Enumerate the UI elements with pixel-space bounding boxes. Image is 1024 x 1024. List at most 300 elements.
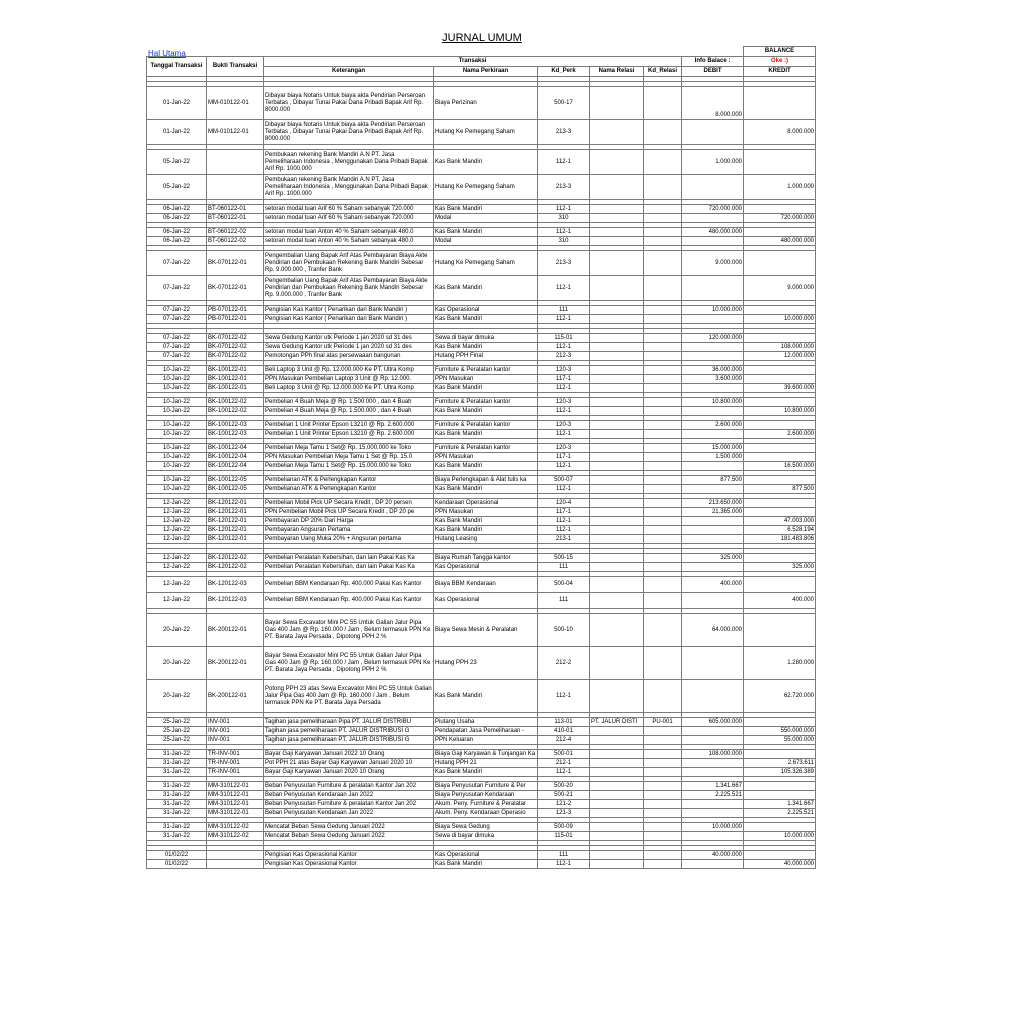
- cell-kredit: 9.000.000: [744, 276, 816, 301]
- cell-relasi: [590, 526, 644, 535]
- cell-keterangan: Bayar Gaji Karyawan Januari 2022 10 Orang: [264, 750, 434, 759]
- cell-date: 10-Jan-22: [147, 453, 207, 462]
- table-row: [147, 832, 816, 841]
- cell-keterangan: Pembayaran Uang Muka 20% + Angsuran pertama: [264, 535, 434, 544]
- table-row: [147, 759, 816, 768]
- cell-date: 10-Jan-22: [147, 444, 207, 453]
- cell-kd-perk: 310: [538, 237, 590, 246]
- cell-relasi: [590, 823, 644, 832]
- cell-debit: 325.000: [682, 554, 744, 563]
- cell-date: 01-Jan-22: [147, 87, 207, 120]
- cell-bukti: BK-100122-02: [207, 407, 264, 416]
- cell-debit: [682, 526, 744, 535]
- header-bukti: Bukti Transaksi: [207, 57, 264, 77]
- cell-keterangan: Dibayar biaya Notaris Untuk biaya akta Pendirian Perseroan Terbatas , Dibayar Tunai Pakai Dana Pribadi Bapak Arif Rp. 8000.000: [264, 87, 434, 120]
- cell-bukti: [207, 860, 264, 869]
- cell-kredit: [744, 718, 816, 727]
- cell-relasi: [590, 485, 644, 494]
- cell-kd-relasi: [644, 276, 682, 301]
- cell-kd-relasi: [644, 517, 682, 526]
- cell-kd-perk: 120-3: [538, 444, 590, 453]
- cell-perkiraan: Hutang PPH 21: [434, 759, 538, 768]
- cell-keterangan: Beban Penyusutan Kendaraan Jan 2022: [264, 809, 434, 818]
- cell-debit: [682, 593, 744, 609]
- cell-bukti: MM-310122-02: [207, 832, 264, 841]
- cell-date: 25-Jan-22: [147, 736, 207, 745]
- cell-kd-relasi: [644, 366, 682, 375]
- cell-debit: [682, 343, 744, 352]
- table-row: [147, 87, 816, 120]
- cell-kredit: 2.673.611: [744, 759, 816, 768]
- cell-kd-relasi: [644, 614, 682, 647]
- cell-bukti: BK-100122-01: [207, 384, 264, 393]
- cell-kd-relasi: [644, 563, 682, 572]
- cell-perkiraan: PPN Keluaran: [434, 736, 538, 745]
- cell-kredit: [744, 791, 816, 800]
- header-keterangan: Keterangan: [264, 67, 434, 77]
- cell-debit: 64.000.000: [682, 614, 744, 647]
- cell-bukti: MM-310122-01: [207, 782, 264, 791]
- cell-bukti: BT-060122-01: [207, 214, 264, 223]
- cell-kd-perk: 111: [538, 306, 590, 315]
- table-row: [147, 150, 816, 175]
- table-row: [147, 228, 816, 237]
- cell-kredit: 2.600.000: [744, 430, 816, 439]
- cell-kredit: 1.000.000: [744, 175, 816, 200]
- table-row: [147, 214, 816, 223]
- cell-relasi: [590, 791, 644, 800]
- cell-kd-relasi: [644, 315, 682, 324]
- cell-kredit: 550.000.000: [744, 727, 816, 736]
- cell-kd-relasi: [644, 306, 682, 315]
- cell-date: 12-Jan-22: [147, 577, 207, 593]
- cell-relasi: [590, 251, 644, 276]
- cell-keterangan: Tagihan jasa pemeliharaan PT. JALUR DISTRIBUSI G: [264, 727, 434, 736]
- cell-relasi: [590, 563, 644, 572]
- cell-perkiraan: Kas Bank Mandiri: [434, 205, 538, 214]
- cell-kd-relasi: [644, 800, 682, 809]
- cell-keterangan: Pembelian 1 Unit Printer Epson L3210 @ Rp. 2.600.000: [264, 421, 434, 430]
- table-row: [147, 334, 816, 343]
- cell-kd-relasi: [644, 727, 682, 736]
- cell-kd-perk: 500-10: [538, 614, 590, 647]
- cell-relasi: [590, 499, 644, 508]
- cell-kredit: [744, 306, 816, 315]
- cell-relasi: PT. JALUR DISTI: [590, 718, 644, 727]
- cell-bukti: BK-070122-01: [207, 251, 264, 276]
- cell-date: 31-Jan-22: [147, 768, 207, 777]
- cell-perkiraan: Hutang Leasing: [434, 535, 538, 544]
- cell-bukti: BK-120122-02: [207, 563, 264, 572]
- cell-kd-relasi: [644, 343, 682, 352]
- cell-kd-relasi: [644, 791, 682, 800]
- cell-date: 25-Jan-22: [147, 718, 207, 727]
- table-row: [147, 614, 816, 647]
- cell-keterangan: Pembelian BBM Kendaraan Rp. 400.000 Pakai Kas Kantor: [264, 593, 434, 609]
- cell-perkiraan: Kas Bank Mandiri: [434, 228, 538, 237]
- info-balance-label: Info Balace :: [682, 57, 744, 67]
- cell-debit: [682, 175, 744, 200]
- cell-kredit: [744, 205, 816, 214]
- table-row: [147, 421, 816, 430]
- table-row: [147, 563, 816, 572]
- table-row: [147, 577, 816, 593]
- cell-debit: [682, 727, 744, 736]
- table-row: [147, 430, 816, 439]
- cell-kd-perk: 213-1: [538, 535, 590, 544]
- cell-relasi: [590, 237, 644, 246]
- table-row: [147, 120, 816, 145]
- cell-kredit: [744, 421, 816, 430]
- cell-debit: 10.000.000: [682, 823, 744, 832]
- cell-kd-relasi: [644, 384, 682, 393]
- info-balance-value: Oke :): [744, 57, 816, 67]
- cell-keterangan: Pembelian BBM Kendaraan Rp. 400.000 Pakai Kas Kantor: [264, 577, 434, 593]
- cell-kd-relasi: [644, 462, 682, 471]
- cell-kd-relasi: [644, 375, 682, 384]
- cell-relasi: [590, 593, 644, 609]
- cell-date: 10-Jan-22: [147, 476, 207, 485]
- cell-bukti: BT-060122-02: [207, 228, 264, 237]
- cell-bukti: MM-310122-02: [207, 823, 264, 832]
- cell-bukti: MM-010122-01: [207, 87, 264, 120]
- table-row: [147, 727, 816, 736]
- cell-kd-relasi: [644, 485, 682, 494]
- cell-keterangan: Pengisian Kas Operasional Kantor: [264, 851, 434, 860]
- cell-kredit: [744, 251, 816, 276]
- cell-date: 07-Jan-22: [147, 343, 207, 352]
- cell-kd-perk: 115-01: [538, 832, 590, 841]
- cell-kd-relasi: [644, 577, 682, 593]
- table-row: [147, 736, 816, 745]
- cell-perkiraan: Kas Operasional: [434, 851, 538, 860]
- cell-kd-perk: 112-1: [538, 228, 590, 237]
- cell-date: 31-Jan-22: [147, 800, 207, 809]
- cell-date: 07-Jan-22: [147, 352, 207, 361]
- page-title: JURNAL UMUM: [442, 32, 522, 44]
- cell-relasi: [590, 421, 644, 430]
- cell-keterangan: Dibayar biaya Notaris Untuk biaya akta Pendirian Perseroan Terbatas , Dibayar Tunai Pakai Dana Pribadi Bapak Arif Rp. 8000.000: [264, 120, 434, 145]
- cell-date: 31-Jan-22: [147, 823, 207, 832]
- cell-bukti: BT-060122-01: [207, 205, 264, 214]
- cell-bukti: BT-060122-02: [207, 237, 264, 246]
- cell-bukti: BK-120122-01: [207, 508, 264, 517]
- cell-perkiraan: Kas Bank Mandiri: [434, 768, 538, 777]
- cell-date: 07-Jan-22: [147, 334, 207, 343]
- cell-perkiraan: Furniture & Peralatan kantor: [434, 444, 538, 453]
- cell-bukti: BK-100122-05: [207, 485, 264, 494]
- cell-relasi: [590, 680, 644, 713]
- cell-kredit: [744, 334, 816, 343]
- cell-date: 05-Jan-22: [147, 150, 207, 175]
- cell-kredit: [744, 851, 816, 860]
- cell-date: 25-Jan-22: [147, 727, 207, 736]
- cell-keterangan: Pengisian Kas Operasional Kantor: [264, 860, 434, 869]
- cell-keterangan: Pembelian 1 Unit Printer Epson L3210 @ Rp. 2.600.000: [264, 430, 434, 439]
- cell-perkiraan: Kas Bank Mandiri: [434, 526, 538, 535]
- table-row: [147, 343, 816, 352]
- cell-bukti: BK-100122-03: [207, 421, 264, 430]
- cell-relasi: [590, 554, 644, 563]
- cell-keterangan: Pembelianan ATK & Perlengkapan Kantor: [264, 485, 434, 494]
- cell-date: 20-Jan-22: [147, 614, 207, 647]
- cell-kredit: [744, 444, 816, 453]
- cell-date: 01/02/22: [147, 860, 207, 869]
- cell-debit: [682, 517, 744, 526]
- cell-bukti: [207, 851, 264, 860]
- cell-bukti: TR-INV-001: [207, 750, 264, 759]
- cell-date: 31-Jan-22: [147, 809, 207, 818]
- cell-bukti: [207, 175, 264, 200]
- header-relasi: Nama Relasi: [590, 67, 644, 77]
- journal-table: [146, 46, 816, 869]
- cell-keterangan: Pembayaran DP 20% Dari Harga: [264, 517, 434, 526]
- cell-kd-relasi: [644, 444, 682, 453]
- table-row: [147, 517, 816, 526]
- cell-keterangan: Pembukaan rekening Bank Mandiri A.N PT. Jasa Pemeliharaan Indonesia , Menggunakan Dana Pribadi Bapak Arif Rp. 1000.000: [264, 175, 434, 200]
- cell-keterangan: PPN Pembelian Mobil Pick UP Secara Kredit , DP 20 pe: [264, 508, 434, 517]
- cell-kd-relasi: [644, 453, 682, 462]
- cell-kd-perk: 500-04: [538, 577, 590, 593]
- cell-date: 07-Jan-22: [147, 251, 207, 276]
- cell-kd-perk: 112-1: [538, 315, 590, 324]
- cell-bukti: INV-001: [207, 736, 264, 745]
- cell-keterangan: Sewa Gedung Kantor utk Periode 1 jan 2020 sd 31 des: [264, 343, 434, 352]
- cell-relasi: [590, 87, 644, 120]
- cell-date: 10-Jan-22: [147, 462, 207, 471]
- cell-date: 12-Jan-22: [147, 554, 207, 563]
- cell-kd-relasi: [644, 398, 682, 407]
- cell-perkiraan: Kas Bank Mandiri: [434, 343, 538, 352]
- cell-debit: 15.000.000: [682, 444, 744, 453]
- cell-keterangan: setoran modal tuan Anton 40 % Saham sebanyak 480.0: [264, 228, 434, 237]
- cell-relasi: [590, 614, 644, 647]
- cell-relasi: [590, 384, 644, 393]
- cell-kredit: [744, 750, 816, 759]
- cell-kredit: 181.483.806: [744, 535, 816, 544]
- cell-kredit: 108.000.000: [744, 343, 816, 352]
- cell-perkiraan: Kas Bank Mandiri: [434, 407, 538, 416]
- cell-date: 12-Jan-22: [147, 499, 207, 508]
- cell-relasi: [590, 750, 644, 759]
- cell-bukti: BK-120122-03: [207, 593, 264, 609]
- cell-relasi: [590, 535, 644, 544]
- cell-kredit: [744, 366, 816, 375]
- cell-debit: [682, 647, 744, 680]
- cell-perkiraan: Hutang Ke Pemegang Saham: [434, 120, 538, 145]
- cell-kredit: 55.000.000: [744, 736, 816, 745]
- table-row: [147, 352, 816, 361]
- cell-keterangan: Bayar Sewa Excavator Mini PC 55 Untuk Galian Jalur Pipa Gas 400 Jam @ Rp. 160.000 / Jam , Belum termasuk PPN Ke PT. Barata Jaya Persada , Dipotong PPH 2 %: [264, 647, 434, 680]
- cell-date: 06-Jan-22: [147, 205, 207, 214]
- cell-kd-perk: 112-1: [538, 485, 590, 494]
- cell-date: 10-Jan-22: [147, 407, 207, 416]
- table-row: [147, 384, 816, 393]
- cell-perkiraan: Biaya Perlengkapan & Alat tulis ka: [434, 476, 538, 485]
- cell-kd-perk: 117-1: [538, 508, 590, 517]
- table-row: [147, 306, 816, 315]
- cell-bukti: BK-070122-02: [207, 343, 264, 352]
- table-row: [147, 453, 816, 462]
- cell-relasi: [590, 398, 644, 407]
- cell-relasi: [590, 430, 644, 439]
- cell-date: 01-Jan-22: [147, 120, 207, 145]
- cell-keterangan: Bayar Gaji Karyawan Januari 2020 10 Orang: [264, 768, 434, 777]
- cell-date: 10-Jan-22: [147, 421, 207, 430]
- table-row: [147, 276, 816, 301]
- cell-date: 06-Jan-22: [147, 237, 207, 246]
- cell-kd-relasi: [644, 593, 682, 609]
- cell-perkiraan: PPN Masukan: [434, 375, 538, 384]
- cell-bukti: BK-100122-04: [207, 444, 264, 453]
- cell-kredit: 12.000.000: [744, 352, 816, 361]
- cell-kd-perk: 112-1: [538, 462, 590, 471]
- cell-date: 10-Jan-22: [147, 485, 207, 494]
- header-tanggal: Tanggal Transaksi: [147, 57, 207, 77]
- table-row: [147, 485, 816, 494]
- cell-relasi: [590, 453, 644, 462]
- cell-perkiraan: Akum. Peny. Furniture & Peralatar: [434, 800, 538, 809]
- table-row: [147, 499, 816, 508]
- cell-keterangan: Pembukaan rekening Bank Mandiri A.N PT. Jasa Pemeliharaan Indonesia , Menggunakan Dana Pribadi Bapak Arif Rp. 1000.000: [264, 150, 434, 175]
- cell-debit: 1.000.000: [682, 150, 744, 175]
- cell-date: 10-Jan-22: [147, 430, 207, 439]
- cell-kd-perk: 213-3: [538, 120, 590, 145]
- table-row: [147, 535, 816, 544]
- cell-kd-relasi: [644, 768, 682, 777]
- cell-kredit: 1.280.000: [744, 647, 816, 680]
- cell-kd-perk: 115-01: [538, 334, 590, 343]
- cell-relasi: [590, 577, 644, 593]
- cell-debit: 480.000.000: [682, 228, 744, 237]
- cell-kredit: 10.000.000: [744, 315, 816, 324]
- cell-debit: 108.000.000: [682, 750, 744, 759]
- cell-debit: [682, 237, 744, 246]
- cell-bukti: MM-310122-01: [207, 791, 264, 800]
- cell-relasi: [590, 782, 644, 791]
- cell-keterangan: setoran modal tuan Anton 40 % Saham sebanyak 480.0: [264, 237, 434, 246]
- cell-relasi: [590, 768, 644, 777]
- cell-perkiraan: Kas Bank Mandiri: [434, 860, 538, 869]
- cell-keterangan: PPN Masukan Pembelian Laptop 3 Unit @ Rp. 12.000.: [264, 375, 434, 384]
- cell-keterangan: Pembelian Meja Tamu 1 Set@ Rp. 15.000.000 ke Toko: [264, 462, 434, 471]
- cell-perkiraan: Hutang PPH 23: [434, 647, 538, 680]
- cell-debit: [682, 462, 744, 471]
- cell-debit: 36.000.000: [682, 366, 744, 375]
- cell-keterangan: Pengembalian Uang Bapak Arif Atas Pembayaran Biaya Akte Pendirian dan Pembukaan Rekening Bank Mandiri Sebesar Rp. 9.000.000 , Tranfer Bank: [264, 251, 434, 276]
- table-row: [147, 750, 816, 759]
- cell-debit: 2.600.000: [682, 421, 744, 430]
- cell-keterangan: Pembelianan ATK & Perlengkapan Kantor: [264, 476, 434, 485]
- cell-kredit: 1.341.667: [744, 800, 816, 809]
- header-kd-relasi: Kd_Relasi: [644, 67, 682, 77]
- table-row: [147, 782, 816, 791]
- cell-kredit: [744, 150, 816, 175]
- cell-bukti: TR-INV-001: [207, 759, 264, 768]
- cell-kd-perk: 112-1: [538, 150, 590, 175]
- header-kd-perk: Kd_Perk: [538, 67, 590, 77]
- cell-kd-perk: 112-1: [538, 384, 590, 393]
- cell-perkiraan: Biaya Rumah Tangga kantor: [434, 554, 538, 563]
- cell-kredit: 16.500.000: [744, 462, 816, 471]
- cell-perkiraan: PPN Masukan: [434, 453, 538, 462]
- cell-bukti: BK-100122-02: [207, 398, 264, 407]
- cell-kd-perk: 120-3: [538, 421, 590, 430]
- cell-relasi: [590, 150, 644, 175]
- cell-kd-relasi: PU-001: [644, 718, 682, 727]
- cell-kd-relasi: [644, 175, 682, 200]
- cell-kredit: 6.528.194: [744, 526, 816, 535]
- cell-keterangan: Pengisian Kas Kantor ( Penarikan dari Bank Mandiri ): [264, 315, 434, 324]
- cell-kd-perk: 310: [538, 214, 590, 223]
- cell-kd-relasi: [644, 228, 682, 237]
- cell-keterangan: Pembelian 4 Buah Meja @ Rp. 1.500.000 , dan 4 Buah: [264, 398, 434, 407]
- cell-debit: [682, 407, 744, 416]
- cell-keterangan: Beban Penyusutan Kendaraan Jan 2022: [264, 791, 434, 800]
- cell-relasi: [590, 276, 644, 301]
- cell-kd-perk: 111: [538, 593, 590, 609]
- table-row: [147, 554, 816, 563]
- home-link[interactable]: Hal Utama: [148, 49, 186, 58]
- cell-date: 12-Jan-22: [147, 517, 207, 526]
- cell-date: 12-Jan-22: [147, 593, 207, 609]
- cell-kredit: [744, 499, 816, 508]
- header-kredit: KREDIT: [744, 67, 816, 77]
- cell-kd-perk: 500-21: [538, 791, 590, 800]
- cell-debit: [682, 768, 744, 777]
- cell-keterangan: Mencatat Beban Sewa Gedung Januari 2022: [264, 832, 434, 841]
- cell-kd-relasi: [644, 680, 682, 713]
- table-row: [147, 366, 816, 375]
- table-row: [147, 315, 816, 324]
- cell-relasi: [590, 476, 644, 485]
- cell-relasi: [590, 462, 644, 471]
- cell-relasi: [590, 851, 644, 860]
- cell-bukti: INV-001: [207, 727, 264, 736]
- cell-perkiraan: Sewa di bayar dimuka: [434, 334, 538, 343]
- cell-kd-perk: 112-1: [538, 680, 590, 713]
- table-row: [147, 462, 816, 471]
- header-debit: DEBIT: [682, 67, 744, 77]
- cell-bukti: BK-070122-02: [207, 352, 264, 361]
- cell-kd-perk: 213-3: [538, 175, 590, 200]
- cell-keterangan: Pembelian Peralatan Kebersihan, dan lain Pakai Kas Ka: [264, 554, 434, 563]
- table-row: [147, 398, 816, 407]
- cell-kredit: [744, 782, 816, 791]
- cell-perkiraan: Kas Bank Mandiri: [434, 315, 538, 324]
- cell-perkiraan: Furniture & Peralatan kantor: [434, 366, 538, 375]
- cell-date: 07-Jan-22: [147, 276, 207, 301]
- cell-perkiraan: Biaya Perizinan: [434, 87, 538, 120]
- cell-date: 12-Jan-22: [147, 526, 207, 535]
- cell-relasi: [590, 727, 644, 736]
- cell-debit: [682, 352, 744, 361]
- cell-relasi: [590, 352, 644, 361]
- cell-date: 06-Jan-22: [147, 228, 207, 237]
- cell-debit: [682, 563, 744, 572]
- cell-keterangan: Pengisian Kas Kantor ( Penarikan dari Bank Mandiri ): [264, 306, 434, 315]
- cell-kd-perk: 212-4: [538, 736, 590, 745]
- cell-perkiraan: Kas Bank Mandiri: [434, 276, 538, 301]
- cell-kd-relasi: [644, 554, 682, 563]
- cell-kredit: 105.326.389: [744, 768, 816, 777]
- cell-kd-perk: 120-3: [538, 366, 590, 375]
- cell-perkiraan: Biaya Sewa Gedung: [434, 823, 538, 832]
- table-row: [147, 205, 816, 214]
- cell-date: 01/02/22: [147, 851, 207, 860]
- cell-kd-relasi: [644, 150, 682, 175]
- cell-kd-perk: 213-3: [538, 251, 590, 276]
